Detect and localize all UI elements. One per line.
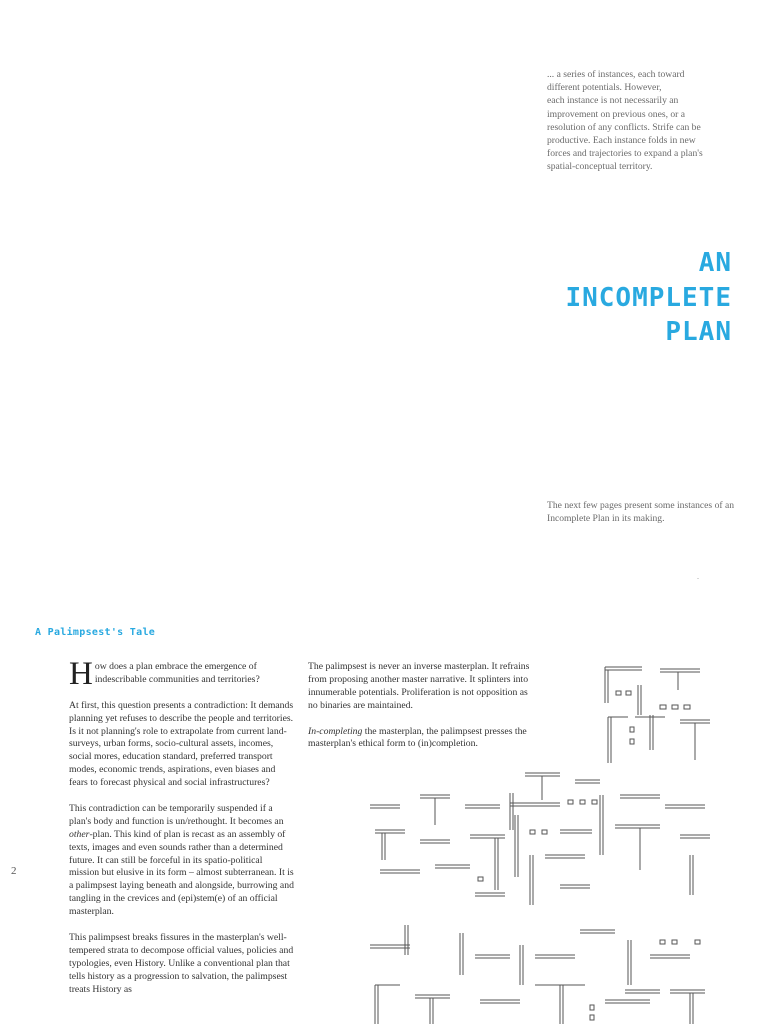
plan-fragment-block <box>590 1015 594 1020</box>
title-line: AN <box>698 248 732 278</box>
intro-line: ... a series of instances, each toward <box>547 69 685 80</box>
intro-line: productive. Each instance folds in new <box>547 135 696 147</box>
intro-line: forces and trajectories to expand a plan's <box>547 148 703 160</box>
plan-fragments-illustration <box>360 655 720 1024</box>
intro-line: different potentials. However, <box>547 82 662 94</box>
paragraph-text: This contradiction can be temporarily suspended if a plan's body and function is un/rethought. It becomes an <box>69 802 284 827</box>
paragraph-text: the masterplan, the palimpsest presses the masterplan's ethical form to (in)completion. <box>308 725 527 750</box>
paragraph <box>69 803 294 919</box>
plan-fragment-block <box>530 830 535 834</box>
plan-fragment-block <box>626 691 631 695</box>
title-line: PLAN <box>665 317 732 347</box>
paragraph: The palimpsest is never an inverse masterplan. It refrains from proposing another master narrative. It splinters into innumerable potentials. Proliferation is not opposition as no binaries are maintained. <box>308 661 530 711</box>
plan-fragment-block <box>660 705 666 709</box>
plan-fragment-block <box>695 940 700 944</box>
section-heading: A Palimpsest's Tale <box>35 627 156 638</box>
intro-line: improvement on previous ones, or a <box>547 108 686 120</box>
plan-fragment-block <box>660 940 665 944</box>
plan-fragment-block <box>592 800 597 804</box>
paragraph-text: -plan. This kind of plan is recast as an assembly of texts, images and even sounds rather than a determined future. It can still be forceful in its spatio-political mission but elusive in its form – almost subterranean. It is a palimpsest laying beneath and alongside, burrowing and tangling in the crevices and (epi)stem(e) of an official masterplan. <box>69 828 294 918</box>
plan-fragment-block <box>580 800 585 804</box>
page-title <box>432 246 732 350</box>
plan-fragment-block <box>672 940 677 944</box>
lead-note: The next few pages present some instances of an Incomplete Plan in its making. <box>547 500 735 525</box>
plan-fragment-block <box>542 830 547 834</box>
emphasis: In-completing <box>308 725 363 737</box>
intro-line: spatial-conceptual territory. <box>547 161 653 173</box>
paragraph: This palimpsest breaks fissures in the masterplan's well-tempered strata to decompose official values, policies and typologies, even History. Unlike a conventional plan that tells history as a progression to salvation, the palimpsest treats History as <box>69 931 294 995</box>
plan-fragment-block <box>478 877 483 881</box>
dropcap: H <box>69 656 93 692</box>
page-number: 2 <box>11 865 17 877</box>
intro-quote <box>547 68 747 174</box>
plan-fragment-block <box>616 691 621 695</box>
plan-fragment-block <box>672 705 678 709</box>
paragraph <box>69 656 294 692</box>
plan-fragment-block <box>568 800 573 804</box>
dot-mark: . <box>697 572 699 581</box>
title-line: INCOMPLETE <box>565 282 732 313</box>
paragraph: At first, this question presents a contradiction: It demands planning yet refuses to describe the people and territories. Is it not planning's role to extrapolate from current land-surveys, urban forms, socio-cultural assets, incomes, social mores, education standard, preferred transport modes, economic trends, aspirations, even biases and fears to forecast physical and social infrastructures? <box>69 699 294 789</box>
plan-fragment-block <box>630 727 634 732</box>
paragraph-text: ow does a plan embrace the emergence of indescribable communities and territories? <box>94 661 260 685</box>
emphasis: other <box>69 828 90 840</box>
intro-line: each instance is not necessarily an <box>547 95 679 107</box>
plan-fragment-block <box>590 1005 594 1010</box>
plan-fragment-block <box>630 739 634 744</box>
left-column <box>69 656 294 1009</box>
intro-line: resolution of any conflicts. Strife can be <box>547 121 701 133</box>
plan-fragment-block <box>684 705 690 709</box>
